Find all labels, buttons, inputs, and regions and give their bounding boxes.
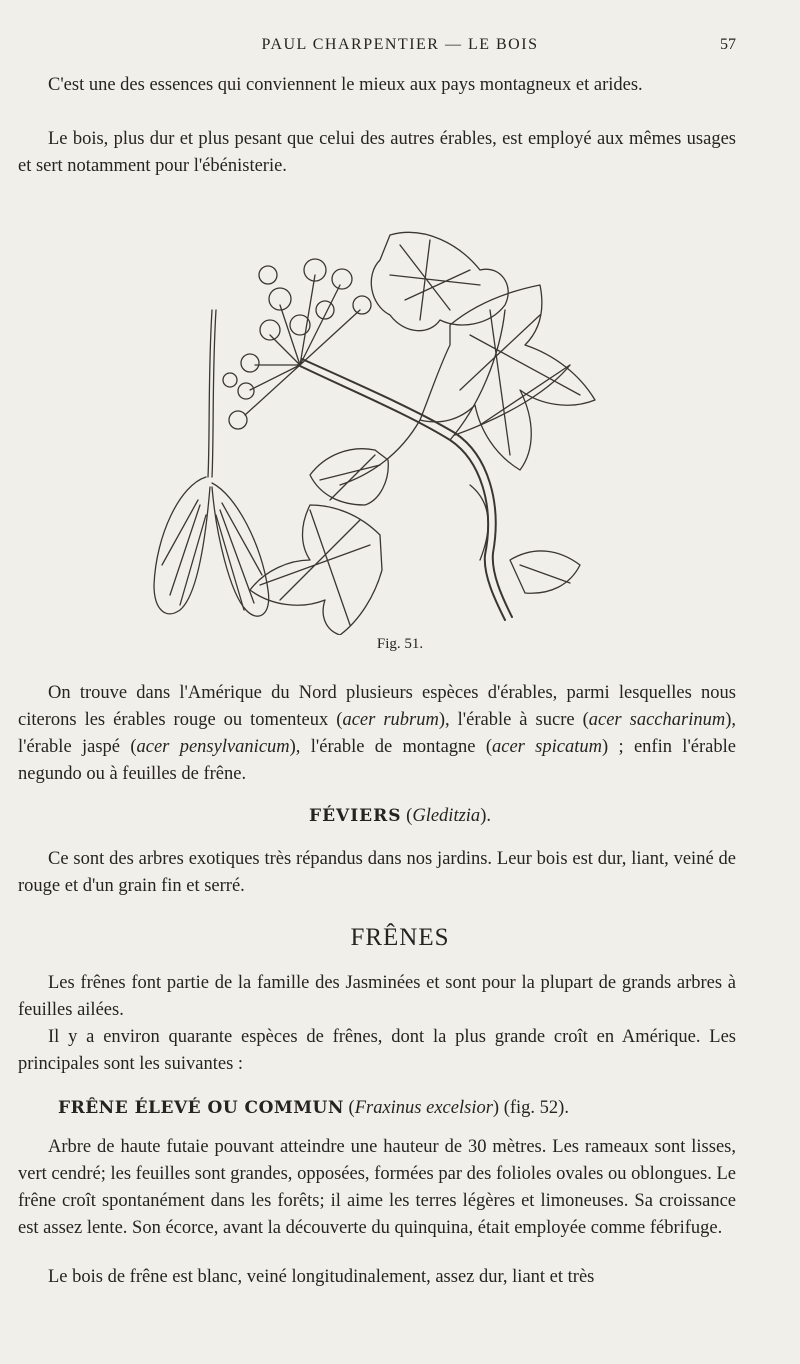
- latin-name: acer saccharinum: [588, 710, 726, 730]
- latin-name: Fraxinus excelsior: [354, 1098, 493, 1118]
- heading-text: FÉVIERS: [309, 806, 402, 826]
- figure-reference: ) (fig. 52).: [492, 1098, 569, 1118]
- paragraph-frenes-famille: Les frênes font partie de la famille des Jasminées et sont pour la plupart de grands arbres à feuilles ailées.: [18, 973, 736, 1020]
- running-title: PAUL CHARPENTIER — LE BOIS: [261, 36, 539, 53]
- text-segment: (: [343, 1098, 355, 1118]
- paragraph-amerique: [18, 680, 736, 788]
- paragraph-bois-dur: Le bois, plus dur et plus pesant que celui des autres érables, est employé aux mêmes usages et sert notamment pour l'ébénisterie.: [18, 129, 736, 176]
- text-segment: (: [401, 806, 413, 826]
- latin-name: acer rubrum: [342, 710, 439, 730]
- flower-cluster: [223, 259, 371, 429]
- text-segment: On trouve dans l'Amérique du Nord plusieurs espèces d'érables, parmi lesquelles nous citerons les érables rouge ou tomenteux (: [18, 683, 736, 730]
- paragraph-frenes-especes: Il y a environ quarante espèces de frênes, dont la plus grande croît en Amérique. Les principales sont les suivantes :: [18, 1027, 736, 1074]
- latin-name: acer spicatum: [491, 737, 602, 757]
- paragraph-essences: C'est une des essences qui conviennent le mieux aux pays montagneux et arides.: [48, 75, 643, 95]
- maple-branch-engraving: [150, 215, 610, 635]
- running-header: [0, 36, 800, 58]
- section-title-frenes: FRÊNES: [350, 924, 450, 951]
- heading-feviers: [0, 806, 800, 827]
- paragraph-feviers: Ce sont des arbres exotiques très répandus dans nos jardins. Leur bois est dur, liant, veiné de rouge et d'un grain fin et serré.: [18, 849, 736, 896]
- text-segment: ), l'érable de montagne (: [289, 737, 492, 757]
- page-number: 57: [720, 36, 736, 53]
- heading-frene-eleve: [58, 1098, 569, 1119]
- paragraph-frene-description: Arbre de haute futaie pouvant atteindre une hauteur de 30 mètres. Les rameaux sont lisses, vert cendré; les feuilles sont grandes, opposées, formées par des folioles ovales ou oblongues. Le frêne croît spontanément dans les forêts; il aime les terres légères et limoneuses. Sa croissance est assez lente. Son écorce, avant la découverte du quinquina, était employée comme fébrifuge.: [18, 1137, 736, 1238]
- text-segment: ), l'érable jaspé (: [18, 710, 736, 757]
- maple-leaves: [250, 232, 595, 635]
- latin-name: Gleditzia: [412, 806, 481, 826]
- paragraph-bois-frene: Le bois de frêne est blanc, veiné longitudinalement, assez dur, liant et très: [48, 1267, 595, 1287]
- heading-text: FRÊNE ÉLEVÉ OU COMMUN: [58, 1098, 344, 1118]
- text-segment: ).: [480, 806, 491, 826]
- text-segment: ) ; enfin l'érable negundo ou à feuilles de frêne.: [18, 737, 736, 784]
- figure-caption: Fig. 51.: [376, 636, 424, 652]
- latin-name: acer pensylvanicum: [136, 737, 290, 757]
- maple-branch-illustration: [150, 215, 610, 635]
- samara-seed: [154, 310, 269, 616]
- text-segment: ), l'érable à sucre (: [438, 710, 589, 730]
